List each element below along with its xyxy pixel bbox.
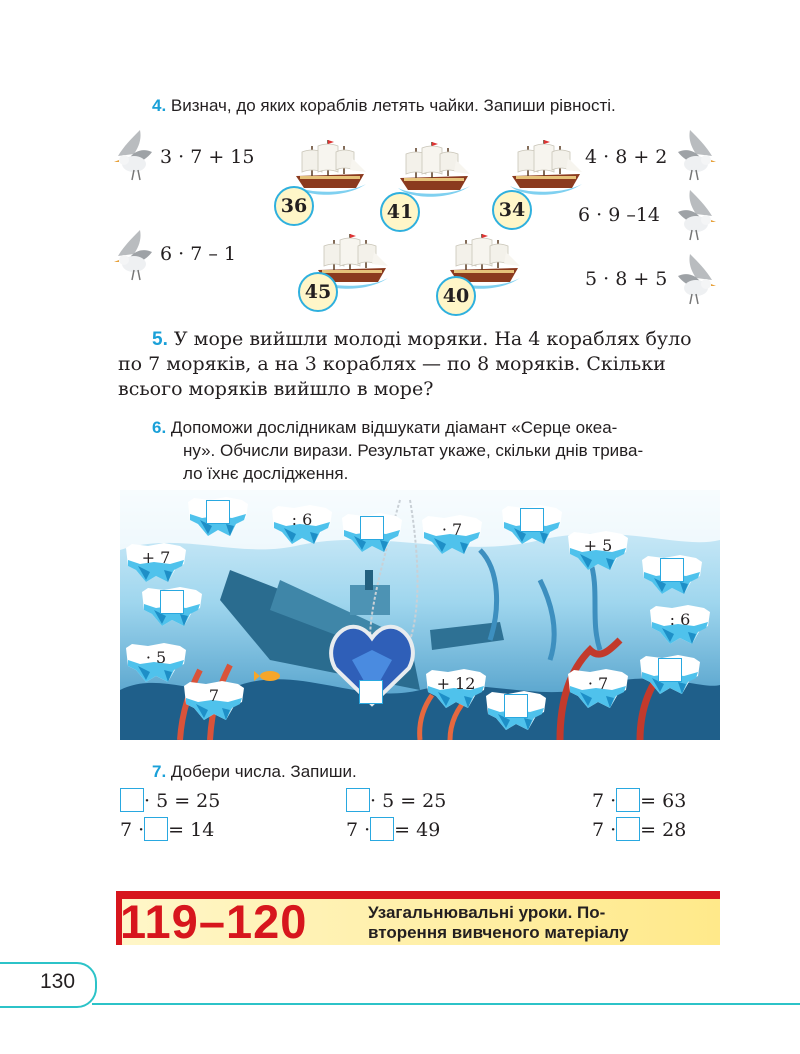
ship-number-badge: 34 — [492, 190, 532, 230]
ice-floe — [640, 554, 704, 596]
answer-box[interactable] — [504, 694, 528, 718]
task6-number: 6. — [152, 418, 167, 437]
ice-floe — [500, 504, 564, 546]
answer-box[interactable] — [370, 817, 394, 841]
lesson-title-line: Узагальнювальні уроки. По- — [368, 903, 606, 922]
answer-box[interactable] — [120, 788, 144, 812]
operation-label: · 5 — [145, 648, 167, 667]
ice-floe — [124, 542, 188, 584]
ship-number-badge: 40 — [436, 276, 476, 316]
answer-box[interactable] — [658, 658, 682, 682]
equation-left: 7 · — [120, 819, 145, 841]
equation — [120, 817, 214, 841]
answer-box[interactable] — [346, 788, 370, 812]
ice-floe — [340, 512, 404, 554]
seagull-icon — [670, 250, 716, 306]
task5-number: 5. — [152, 329, 168, 350]
answer-box[interactable] — [660, 558, 684, 582]
ice-floe — [638, 654, 702, 696]
lesson-title-line: вторення вивченого матеріалу — [368, 923, 629, 942]
equation — [592, 817, 686, 841]
operation-label: + 12 — [436, 674, 476, 693]
ship-number-badge: 45 — [298, 272, 338, 312]
equation-right: = 14 — [168, 819, 215, 841]
equation-right: · 5 = 25 — [370, 790, 447, 812]
footer-rule — [92, 1003, 800, 1005]
task6-line: ло їхнє дослідження. — [183, 464, 349, 483]
answer-box[interactable] — [520, 508, 544, 532]
equation-left: 7 · — [592, 819, 617, 841]
task7-header — [152, 760, 357, 784]
expression-2: 6 · 7 – 1 — [160, 243, 236, 265]
answer-box[interactable] — [360, 516, 384, 540]
lesson-number: 119–120 — [120, 895, 308, 948]
equation-right: = 49 — [394, 819, 441, 841]
expression-1: 3 · 7 + 15 — [160, 146, 255, 168]
task5-text — [118, 327, 724, 402]
heart-answer-box[interactable] — [359, 680, 383, 704]
ship-number-badge: 36 — [274, 186, 314, 226]
page-number: 130 — [40, 970, 76, 993]
equation-left: 7 · — [592, 790, 617, 812]
answer-box[interactable] — [144, 817, 168, 841]
ice-floe — [186, 496, 250, 538]
ship-number-badge: 41 — [380, 192, 420, 232]
starting-number: 7 — [208, 686, 220, 705]
answer-box[interactable] — [206, 500, 230, 524]
ice-floe — [182, 680, 246, 722]
task5-line: всього моряків вийшло в море? — [118, 378, 434, 400]
equation — [346, 817, 440, 841]
seagull-icon — [670, 186, 716, 242]
ice-floe — [648, 604, 712, 646]
operation-label: + 5 — [583, 536, 613, 555]
equation-right: = 28 — [640, 819, 687, 841]
operation-label: : 6 — [291, 510, 313, 529]
task4-header — [152, 94, 616, 118]
equation — [592, 788, 686, 812]
ice-floe — [424, 668, 488, 710]
seagull-icon — [114, 126, 160, 182]
operation-label: · 7 — [441, 520, 463, 539]
equation-right: · 5 = 25 — [144, 790, 221, 812]
task7-number: 7. — [152, 762, 167, 781]
expression-5: 5 · 8 + 5 — [585, 268, 668, 290]
task5-line: У море вийшли молоді моряки. На 4 кораблях було — [173, 328, 692, 350]
seagull-icon — [114, 226, 160, 282]
lesson-title — [368, 903, 629, 943]
equation-right: = 63 — [640, 790, 687, 812]
ice-floe — [484, 690, 548, 732]
ice-floe — [270, 504, 334, 546]
task4-text: Визнач, до яких кораблів летять чайки. Запиши рівності. — [170, 96, 616, 115]
task5-line: по 7 моряків, а на 3 кораблях — по 8 моряків. Скільки — [118, 353, 666, 375]
equation — [120, 788, 220, 812]
ice-floe — [566, 530, 630, 572]
equation-left: 7 · — [346, 819, 371, 841]
ice-floe — [566, 668, 630, 710]
task7-text: Добери числа. Запиши. — [170, 762, 357, 781]
task6-line: ну». Обчисли вирази. Результат укаже, скільки днів трива- — [183, 441, 644, 460]
answer-box[interactable] — [616, 817, 640, 841]
lesson-banner — [116, 891, 720, 948]
answer-box[interactable] — [160, 590, 184, 614]
ice-floe — [420, 514, 484, 556]
operation-label: : 6 — [669, 610, 691, 629]
task6-text — [152, 416, 724, 485]
expression-3: 4 · 8 + 2 — [585, 146, 668, 168]
ice-floe — [124, 642, 188, 684]
ice-floe — [140, 586, 204, 628]
expression-4: 6 · 9 –14 — [578, 204, 661, 226]
answer-box[interactable] — [616, 788, 640, 812]
task6-line: Допоможи дослідникам відшукати діамант «Серце океа- — [170, 418, 618, 437]
task4-number: 4. — [152, 96, 167, 115]
operation-label: + 7 — [141, 548, 171, 567]
seagull-icon — [670, 126, 716, 182]
equation — [346, 788, 446, 812]
operation-label: · 7 — [587, 674, 609, 693]
